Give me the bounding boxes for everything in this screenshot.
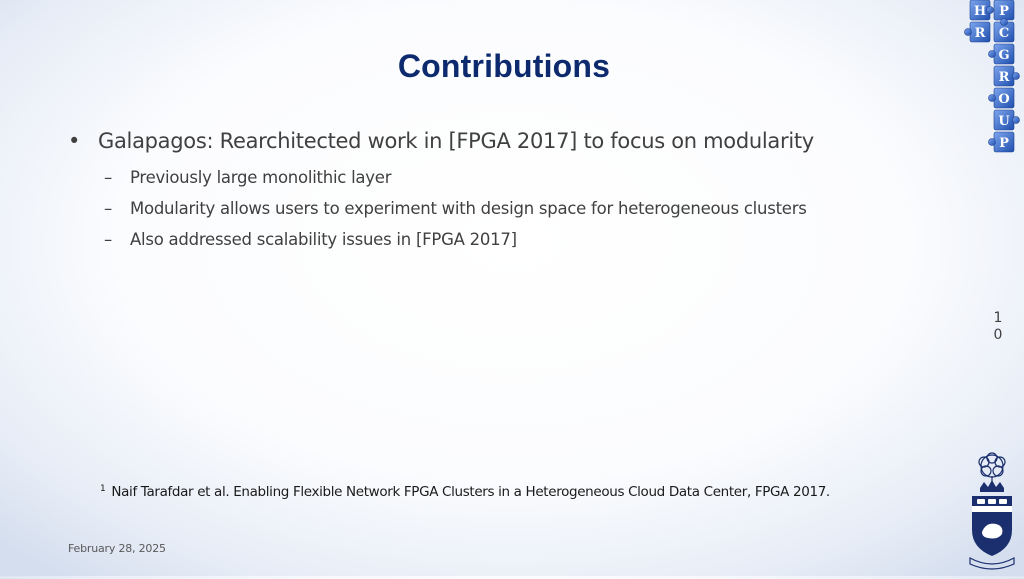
logo-letter: G [998, 48, 1010, 63]
footnote-text: Naif Tarafdar et al. Enabling Flexible Network FPGA Clusters in a Heterogeneous Cloud Data Center, FPGA 2017. [111, 484, 830, 500]
slide-title: Contributions [397, 48, 611, 84]
logo-letter: R [974, 26, 986, 41]
puzzle-logo-icon [962, 0, 1024, 164]
university-crest [964, 452, 1020, 574]
logo-letter: P [999, 136, 1009, 151]
footnote [100, 484, 830, 500]
main-bullet-text: Galapagos: Rearchitected work in [FPGA 2017] to focus on modularity [98, 129, 814, 153]
page-number [990, 310, 1006, 344]
crest-icon [964, 452, 1020, 574]
logo-letter: P [999, 4, 1009, 19]
hprc-group-logo [962, 0, 1024, 164]
slide-date: February 28, 2025 [68, 542, 166, 555]
sub-bullet-text: Modularity allows users to experiment with design space for heterogeneous clusters [130, 199, 807, 218]
sub-bullet-text: Previously large monolithic layer [130, 168, 392, 187]
logo-letter: R [998, 70, 1010, 85]
logo-letter: H [973, 4, 987, 19]
page-number-digit: 0 [993, 327, 1003, 343]
logo-letter: O [998, 92, 1010, 107]
logo-letter: C [998, 26, 1010, 41]
footnote-number: 1 [100, 484, 106, 494]
bullet-marker: • [68, 129, 81, 153]
page-number-digit: 1 [993, 310, 1003, 326]
sub-bullet-text: Also addressed scalability issues in [FPGA 2017] [130, 230, 517, 249]
sub-bullet-marker: – [104, 168, 112, 187]
logo-letter: U [998, 114, 1010, 129]
sub-bullet-marker: – [104, 199, 112, 218]
sub-bullet-marker: – [104, 230, 112, 249]
